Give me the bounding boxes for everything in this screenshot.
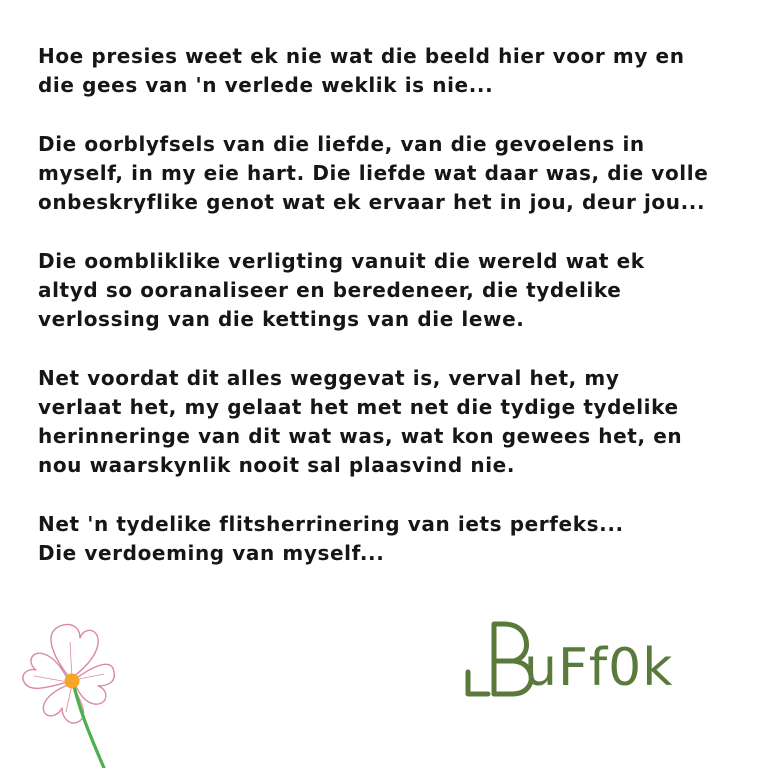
poem-line: altyd so ooranaliseer en beredeneer, die tydelike xyxy=(38,278,622,302)
flower-petal xyxy=(23,653,68,688)
poem-line: myself, in my eie hart. Die liefde wat daar was, die volle xyxy=(38,161,709,185)
poem-line: herinneringe van dit wat was, wat kon gewees het, en xyxy=(38,424,683,448)
stanza xyxy=(38,510,738,568)
poem-line: Die oorblyfsels van die liefde, van die gevoelens in xyxy=(38,132,645,156)
poem-line: die gees van 'n verlede weklik is nie... xyxy=(38,73,494,97)
poem-line: nou waarskynlik nooit sal plaasvind nie. xyxy=(38,453,516,477)
poem-line: Net voordat dit alles weggevat is, verval het, my xyxy=(38,366,620,390)
stanza xyxy=(38,247,738,334)
poem-line: Hoe presies weet ek nie wat die beeld hier voor my en xyxy=(38,44,685,68)
stanza xyxy=(38,42,738,100)
stanza xyxy=(38,130,738,217)
flower-stem xyxy=(74,686,104,768)
flower-petal-vein xyxy=(34,676,68,682)
flower-center xyxy=(65,674,80,689)
poem-line: verlossing van die kettings van die lewe. xyxy=(38,307,525,331)
flower-petal xyxy=(51,625,98,679)
poem-line: Die verdoeming van myself... xyxy=(38,541,385,565)
poem-line: verlaat het, my gelaat het met net die tydige tydelike xyxy=(38,395,679,419)
flower-petal-vein xyxy=(70,642,72,678)
poem-line: Net 'n tydelike flitsherrinering van iets perfeks... xyxy=(38,512,624,536)
brand-logo xyxy=(458,616,698,702)
flower-icon xyxy=(0,612,150,768)
stanza xyxy=(38,364,738,480)
poem-line: onbeskryflike genot wat ek ervaar het in jou, deur jou... xyxy=(38,190,706,214)
poem-text xyxy=(38,42,738,598)
poem-line: Die oombliklike verligting vanuit die wereld wat ek xyxy=(38,249,645,273)
logo-text: uFf0k xyxy=(524,638,674,698)
